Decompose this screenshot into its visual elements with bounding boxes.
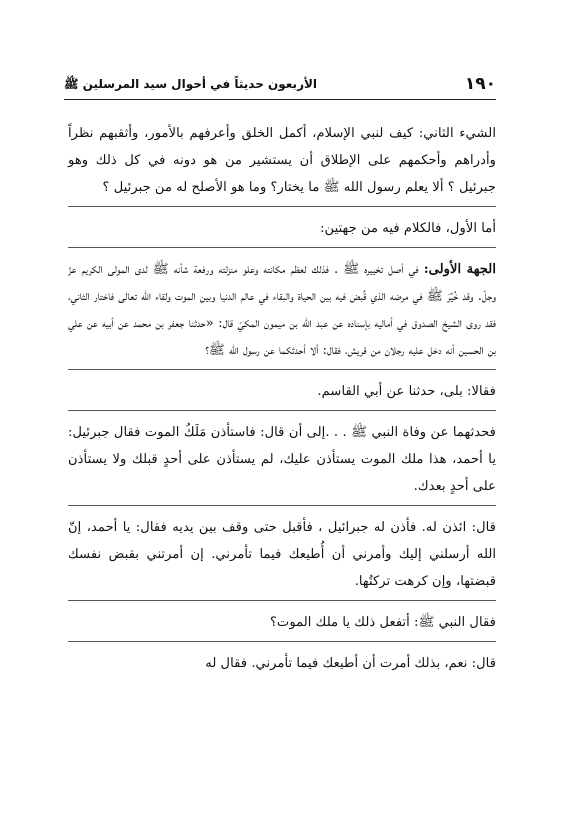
paragraph-4: فقالا: بلى، حدثنا عن أبي القاسم. <box>317 384 496 399</box>
paragraph-divider <box>68 600 496 601</box>
running-title: الأربعون حديثاً في أحوال سيد المرسلين ﷺ <box>64 77 318 91</box>
paragraph-divider <box>68 505 496 506</box>
paragraph-2: أما الأول، فالكلام فيه من جهتين: <box>320 221 496 236</box>
paragraph-5: فحدثهما عن وفاة النبي ﷺ . . .إلى أن قال: فاستأذن مَلَكُ الموت فقال جبرئيل: يا أحمد، هذا ملك الموت يستأذن عليك، لم يستأذن على أحدٍ قبلك ولا يستأذن على أحدٍ بعدك. <box>68 425 496 494</box>
page-number: ١٩٠ <box>464 74 496 94</box>
paragraph-divider <box>68 369 496 370</box>
paragraph-divider <box>68 641 496 642</box>
paragraph-6: قال: ائذن له. فأذن له جبرائيل ، فأقبل حتى وقف بين يديه فقال: يا أحمد، إنّ الله أرسلني إليك وأمرني أن أُطيعك فيما تأمرني. إن أمرتني بقبض نفسك قبضتها، وإن كرهت تركتُها. <box>68 520 496 589</box>
section-heading: الجهة الأولى: <box>423 262 496 277</box>
paragraph-8: قال: نعم، بذلك أمرت أن أطيعك فيما تأمرني. فقال له <box>205 656 496 671</box>
paragraph-7: فقال النبي ﷺ: أتفعل ذلك يا ملك الموت؟ <box>269 615 496 630</box>
header-rule <box>64 99 496 100</box>
page-header <box>64 74 496 96</box>
paragraph-divider <box>68 410 496 411</box>
paragraph-3-text: في أصل تخييره ﷺ . فذلك لعظم مكانته وعلو منزلته ورفعة شأنه ﷺ لدى المولى الكريم عزّ وجلّ. وقد خُيِّرَ ﷺ في مرضه الذي قُبض فيه بين الحياة والبقاء في عالم الدنيا وبين الموت ولقاء الله تعالى فاختار الثاني، فقد روى الشيخ الصدوق في أماليه بإسناده عن عبد الله بن ميمون المكيّ قال: «حدثنا جعفر بن محمد عن أبيه عن علي بن الحسين أنه دخل عليه رجلان من قريش، فقال: ألا أحدثكما عن رسول الله ﷺ؟ <box>68 262 496 358</box>
paragraph-divider <box>68 247 496 248</box>
paragraph-divider <box>68 206 496 207</box>
body-text <box>68 120 496 677</box>
paragraph-1: الشيء الثاني: كيف لنبي الإسلام، أكمل الخلق وأعرفهم بالأمور، وأثقبهم نظراً وأدراهم وأحكمهم على الإطلاق أن يستشير من هو دونه في كل ذلك وهو جبرئيل ؟ ألا يعلم رسول الله ﷺ ما يختار؟ وما هو الأصلح له من جبرئيل ؟ <box>68 126 496 195</box>
paragraph-3 <box>68 256 496 364</box>
